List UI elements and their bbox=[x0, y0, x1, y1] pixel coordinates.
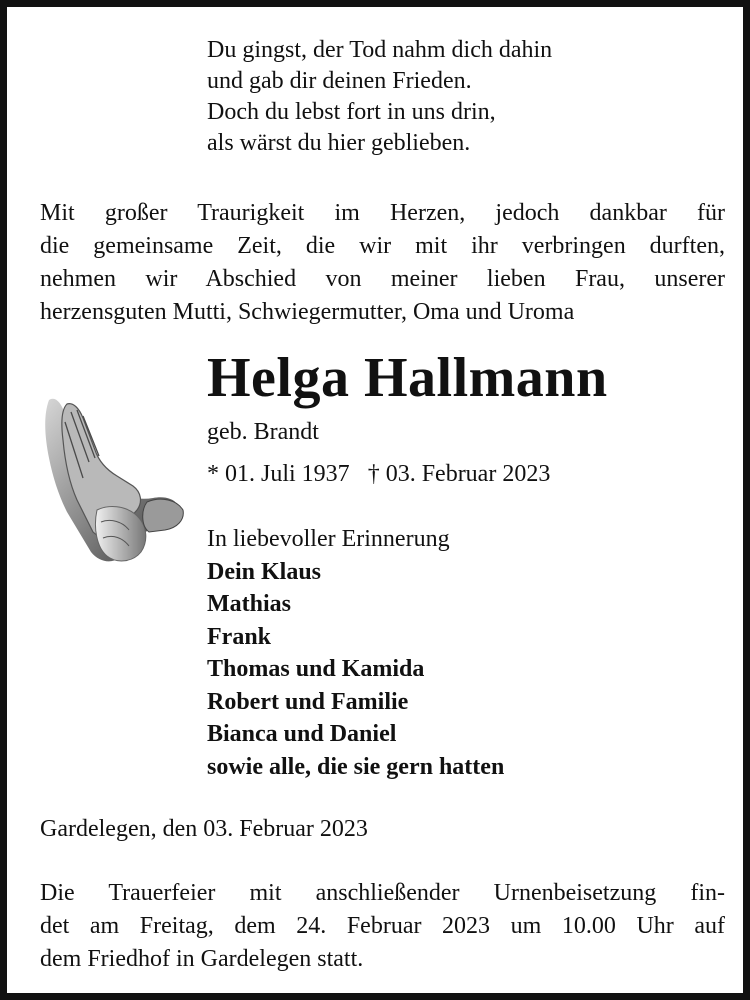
funeral-line: det am Freitag, dem 24. Februar 2023 um 10.00 Uhr auf bbox=[40, 913, 725, 939]
poem-line: und gab dir deinen Frieden. bbox=[207, 68, 472, 94]
mourners-lead: In liebevoller Erinnerung bbox=[207, 526, 450, 552]
death-date: † 03. Februar 2023 bbox=[367, 461, 551, 487]
mourner-name: sowie alle, die sie gern hatten bbox=[207, 753, 505, 780]
mourner-name: Frank bbox=[207, 623, 272, 650]
intro-line: die gemeinsame Zeit, die wir mit ihr verbringen durften, bbox=[40, 233, 725, 259]
intro-line: Mit großer Traurigkeit im Herzen, jedoch dankbar für bbox=[40, 200, 725, 226]
life-dates bbox=[207, 459, 550, 489]
funeral-line: dem Friedhof in Gardelegen statt. bbox=[40, 946, 364, 972]
funeral-notice bbox=[40, 877, 725, 976]
poem-line: Doch du lebst fort in uns drin, bbox=[207, 99, 496, 125]
mourner-name: Dein Klaus bbox=[207, 558, 322, 585]
mourners bbox=[207, 523, 504, 783]
intro-line: herzensguten Mutti, Schwiegermutter, Oma und Uroma bbox=[40, 299, 575, 325]
intro-text bbox=[40, 197, 725, 329]
place-date: Gardelegen, den 03. Februar 2023 bbox=[40, 816, 368, 842]
deceased-name: Helga Hallmann bbox=[207, 347, 608, 409]
poem-line: Du gingst, der Tod nahm dich dahin bbox=[207, 37, 553, 63]
intro-line: nehmen wir Abschied von meiner lieben Frau, unserer bbox=[40, 266, 725, 292]
mourner-name: Thomas und Kamida bbox=[207, 656, 425, 682]
mourner-name: Robert und Familie bbox=[207, 688, 409, 715]
birth-date: * 01. Juli 1937 bbox=[207, 461, 350, 487]
mourner-name: Mathias bbox=[207, 591, 291, 617]
praying-hands-icon bbox=[37, 392, 187, 567]
poem bbox=[207, 35, 552, 159]
birth-name: geb. Brandt bbox=[207, 419, 319, 445]
poem-line: als wärst du hier geblieben. bbox=[207, 130, 471, 156]
mourner-name: Bianca und Daniel bbox=[207, 721, 397, 747]
funeral-line: Die Trauerfeier mit anschließender Urnenbeisetzung fin- bbox=[40, 880, 725, 906]
